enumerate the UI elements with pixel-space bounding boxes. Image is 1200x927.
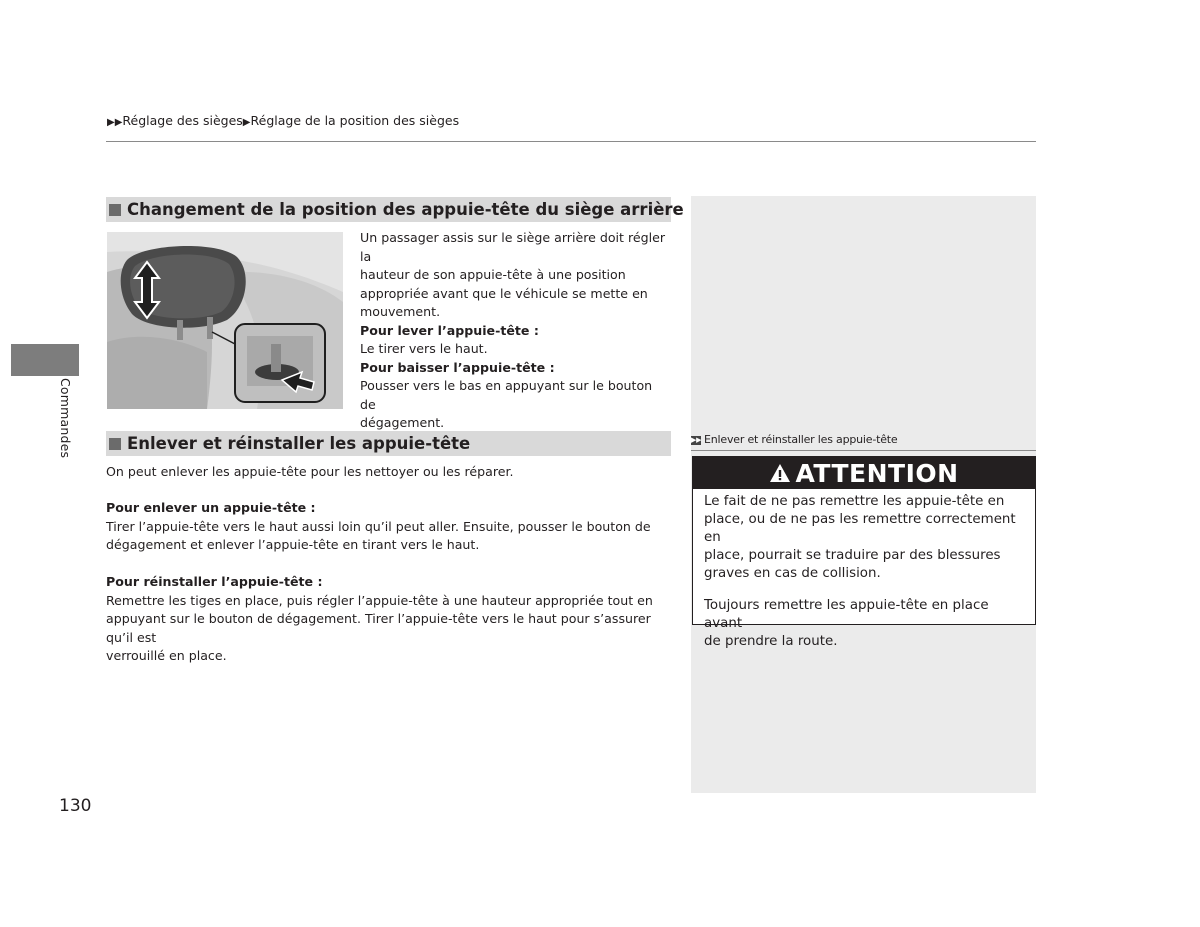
header-divider [106,141,1036,142]
triangle-right-icon: ▶ [242,117,251,128]
section-title: Enlever et réinstaller les appuie-tête [127,434,471,453]
lower-headrest-text: dégagement. [360,415,445,430]
raise-headrest-text: Le tirer vers le haut. [360,341,488,356]
attention-paragraph [704,597,1025,651]
breadcrumb-item-1[interactable]: Réglage des sièges [122,113,243,128]
intro-line: Un passager assis sur le siège arrière doit régler la [360,230,666,264]
chapter-tab[interactable] [11,344,79,376]
lower-headrest-text: Pousser vers le bas en appuyant sur le bouton de [360,378,653,412]
sidebar-reference-title: Enlever et réinstaller les appuie-tête [704,433,898,446]
reinstall-headrest-block [106,573,676,666]
raise-headrest-title: Pour lever l’appuie-tête : [360,322,539,338]
remove-headrest-block [106,499,676,555]
attention-heading: ATTENTION [795,458,959,488]
sidebar-reference[interactable] [691,433,897,446]
square-bullet-icon [109,204,121,216]
attention-header [693,457,1035,489]
square-bullet-icon [109,438,121,450]
chapter-tab-label: Commandes [58,378,73,459]
warning-triangle-icon [769,463,791,483]
attention-line: place, pourrait se traduire par des blessures [704,548,1001,563]
remove-headrest-title: Pour enlever un appuie-tête : [106,500,316,515]
remove-headrest-text: Tirer l’appuie-tête vers le haut aussi loin qu’il peut aller. Ensuite, pousser le bouton de [106,518,651,534]
section2-intro: On peut enlever les appuie-tête pour les nettoyer ou les réparer. [106,464,514,479]
attention-body [693,489,1035,651]
intro-line: appropriée avant que le véhicule se mette en [360,285,648,301]
headrest-adjustment-illustration [107,232,343,409]
attention-box [692,456,1036,649]
attention-paragraph [704,493,1025,583]
remove-headrest-text: dégagement et enlever l’appuie-tête en tirant vers le haut. [106,537,480,552]
section-heading-rear-headrest-position [106,197,684,222]
sidebar-divider [691,450,1036,451]
attention-line: Le fait de ne pas remettre les appuie-tête en [704,494,1005,509]
reinstall-headrest-text: verrouillé en place. [106,648,227,663]
attention-line: graves en cas de collision. [704,566,881,581]
attention-line: de prendre la route. [704,634,838,649]
reference-arrow-icon: ▶▶ [691,435,702,444]
triangle-right-icon: ▶▶ [107,117,123,128]
attention-line: place, ou de ne pas les remettre correctement en [704,512,1016,545]
reinstall-headrest-title: Pour réinstaller l’appuie-tête : [106,574,323,589]
section-heading-remove-reinstall [106,431,671,456]
page-number: 130 [59,796,92,816]
intro-line: mouvement. [360,304,441,319]
intro-line: hauteur de son appuie-tête à une position [360,267,626,282]
breadcrumb-item-2[interactable]: Réglage de la position des sièges [250,113,460,128]
reinstall-headrest-text: Remettre les tiges en place, puis régler l’appuie-tête à une hauteur appropriée tout en [106,592,653,608]
attention-line: Toujours remettre les appuie-tête en place avant [704,598,989,631]
breadcrumb [107,113,459,128]
reinstall-headrest-text: appuyant sur le bouton de dégagement. Tirer l’appuie-tête vers le haut pour s’assurer qu’il est [106,611,651,645]
section1-body [360,229,670,433]
section-title: Changement de la position des appuie-tête du siège arrière [127,200,684,219]
lower-headrest-title: Pour baisser l’appuie-tête : [360,359,555,375]
